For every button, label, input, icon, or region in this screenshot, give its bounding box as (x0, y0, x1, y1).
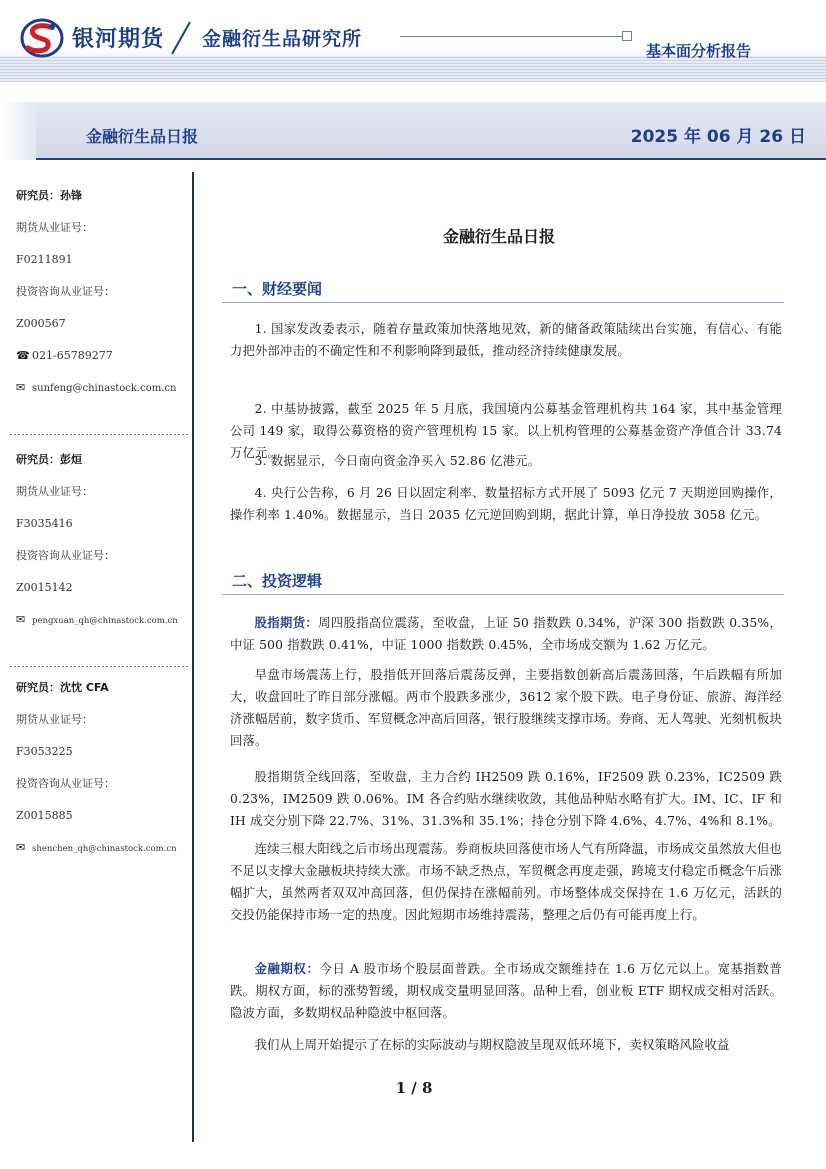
paragraph-market: 早盘市场震荡上行，股指低开回落后震荡反弹，主要指数创新高后震荡回落，午后跌幅有所加大，收盘回吐了昨日部分涨幅。两市个股跌多涨少，3612 家个股下跌。电子身份证、旅游、海洋经济涨幅居前，数字货币、军贸概念冲高后回落，银行股继续支撑市场。券商、无人驾驶、光刻机板块回落。 (230, 668, 782, 748)
analyst-card-shenchen (16, 678, 188, 870)
futures-license-id: F0211891 (16, 253, 73, 266)
news-item: 1. 国家发改委表示，随着存量政策加快落地见效，新的储备政策陆续出台实施，有信心、有能力把外部冲击的不确定性和不利影响降到最低，推动经济持续健康发展。 (230, 322, 782, 358)
paragraph-options (230, 958, 782, 1024)
advisory-license-id: Z000567 (16, 317, 66, 330)
section-heading-news: 一、财经要闻 (232, 280, 323, 298)
futures-license-label: 期货从业证号： (16, 485, 93, 498)
report-name: 金融衍生品日报 (86, 127, 199, 146)
phone-number: 021-65789277 (32, 349, 113, 362)
institute-name: 金融衍生品研究所 (202, 28, 363, 50)
report-type: 基本面分析报告 (646, 42, 752, 60)
sidebar-divider (192, 172, 194, 1142)
mail-icon: ✉ (16, 381, 26, 394)
brand-name: 银河期货 (72, 27, 165, 52)
paragraph-text: 今日 A 股市场个股层面普跌。全市场成交额维持在 1.6 万亿元以上。宽基指数普跌。期权方面，标的涨势暂缓，期权成交量明显回落。品种上看，创业板 ETF 期权成交相对活跃。隐波方面，多数期权品种隐波中枢回落。 (230, 962, 782, 1020)
paragraph-index-futures (230, 612, 782, 656)
advisory-license-label: 投资咨询从业证号： (16, 285, 115, 298)
phone-icon: ☎ (16, 349, 30, 362)
futures-license-id: F3053225 (16, 745, 73, 758)
analyst-name: 研究员：孙锋 (16, 189, 82, 202)
paragraph-futures-detail: 股指期货全线回落，至收盘，主力合约 IH2509 跌 0.16%，IF2509 跌 0.23%，IC2509 跌 0.23%，IM2509 跌 0.06%。IM 各合约贴水继续收敛，其他品种贴水略有扩大。IM、IC、IF 和 IH 成交分别下降 22.7%、31%、31.3%和 35.1%；持仓分别下降 4.6%、4.7%、4%和 8.1%。 (230, 770, 782, 828)
news-item: 3. 数据显示，今日南向资金净买入 52.86 亿港元。 (254, 454, 541, 468)
news-item: 4. 央行公告称，6 月 26 日以固定利率、数量招标方式开展了 5093 亿元 7 天期逆回购操作，操作利率 1.40%。数据显示，当日 2035 亿元逆回购到期，据此计算，单日净投放 3058 亿元。 (230, 486, 782, 522)
title-band-fade (0, 102, 36, 160)
dotted-separator (10, 434, 188, 435)
header-rule (400, 36, 622, 37)
email-address[interactable]: shenchen_qh@chinastock.com.cn (32, 844, 177, 854)
email-row (16, 838, 188, 870)
paragraph-lead: 股指期货： (254, 616, 319, 630)
analyst-card-sunfeng (16, 186, 188, 410)
mail-icon: ✉ (16, 613, 26, 626)
document-title: 金融衍生品日报 (442, 227, 555, 246)
email-row (16, 610, 188, 642)
galaxy-s-logo-icon (20, 18, 64, 58)
phone-row (16, 346, 188, 378)
paragraph-options-strategy: 我们从上周开始提示了在标的实际波动与期权隐波呈现双低环境下，卖权策略风险收益 (254, 1038, 730, 1052)
paragraph-text: 周四股指高位震荡，至收盘，上证 50 指数跌 0.34%，沪深 300 指数跌 0.35%，中证 500 指数跌 0.41%，中证 1000 指数跌 0.45%，全市场成交额为 1.62 万亿元。 (230, 616, 782, 652)
analyst-card-pengxuan (16, 450, 188, 642)
section-rule (222, 594, 784, 595)
paragraph-lead: 金融期权： (254, 962, 320, 976)
email-row (16, 378, 188, 410)
section-rule (222, 302, 784, 303)
paragraph-outlook: 连续三根大阳线之后市场出现震荡。券商板块回落使市场人气有所降温，市场成交虽然放大但也不足以支撑大金融板块持续大涨。市场不缺乏热点，军贸概念再度走强，跨境支付稳定币概念午后涨幅扩大，虽然两者双双冲高回落，但仍保持在涨幅前列。市场整体成交保持在 1.6 万亿元，活跃的交投仍能保持市场一定的热度。因此短期市场维持震荡，整理之后仍有可能再度上行。 (230, 842, 782, 922)
header-rule-box (622, 31, 632, 41)
futures-license-label: 期货从业证号： (16, 713, 93, 726)
analyst-name: 研究员：彭烜 (16, 453, 82, 466)
dotted-separator (10, 666, 188, 667)
news-item: 2. 中基协披露，截至 2025 年 5 月底，我国境内公募基金管理机构共 164 家，其中基金管理公司 149 家，取得公募资格的资产管理机构 15 家。以上机构管理的公募基金资产净值合计 33.74 万亿元。 (230, 402, 782, 460)
page-number: 1 / 8 (395, 1079, 433, 1097)
email-address[interactable]: sunfeng@chinastock.com.cn (32, 383, 177, 394)
email-address[interactable]: pengxuan_qh@chinastock.com.cn (32, 616, 178, 626)
section-heading-logic: 二、投资逻辑 (232, 572, 323, 590)
report-date: 2025 年 06 月 26 日 (630, 127, 806, 147)
advisory-license-id: Z0015142 (16, 581, 73, 594)
advisory-license-label: 投资咨询从业证号： (16, 549, 115, 562)
advisory-license-label: 投资咨询从业证号： (16, 777, 115, 790)
analyst-name: 研究员：沈忱 CFA (16, 681, 109, 694)
mail-icon: ✉ (16, 841, 26, 854)
slash-divider (168, 20, 194, 56)
advisory-license-id: Z0015885 (16, 809, 73, 822)
futures-license-id: F3035416 (16, 517, 73, 530)
futures-license-label: 期货从业证号： (16, 221, 93, 234)
